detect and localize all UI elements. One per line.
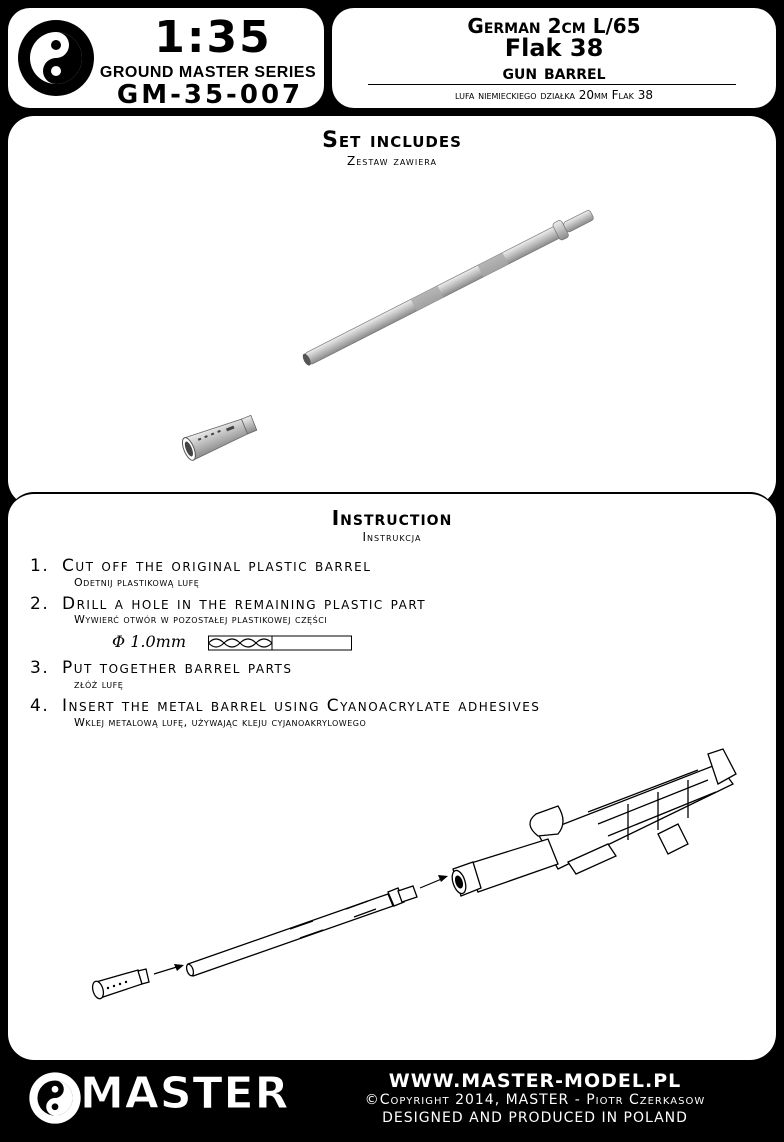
barrel-part-illustration <box>298 182 618 382</box>
step-3 <box>30 658 292 678</box>
step-4 <box>30 696 540 716</box>
flash-hider-illustration <box>176 404 276 464</box>
produced-in-text: DESIGNED AND PRODUCED IN POLAND <box>382 1110 688 1126</box>
instruction-subheading: Instrukcja <box>362 530 422 544</box>
title-line-2: Flak 38 <box>504 34 604 62</box>
step-1-text: Cut off the original plastic barrel <box>62 556 372 576</box>
product-title-box <box>332 8 776 108</box>
product-code: GM-35-007 <box>116 80 304 110</box>
step-3-sub: złóż lufę <box>74 678 124 691</box>
step-1 <box>30 556 371 576</box>
step-4-number: 4. <box>30 696 50 716</box>
master-logo-icon <box>16 14 96 102</box>
step-1-sub: Odetnij plastikową lufę <box>74 576 200 589</box>
step-1-number: 1. <box>30 556 50 576</box>
drill-bit-icon <box>208 632 353 654</box>
drill-size-label: Φ 1.0mm <box>112 632 186 651</box>
series-logo-box <box>8 8 324 108</box>
set-subheading: Zestaw zawiera <box>347 154 437 168</box>
title-polish: lufa niemieckiego działka 20mm Flak 38 <box>455 88 653 102</box>
set-heading: Set includes <box>322 128 462 153</box>
step-3-number: 3. <box>30 658 50 678</box>
series-name: GROUND MASTER SERIES <box>99 64 317 81</box>
assembly-drawing <box>68 744 748 1014</box>
step-4-text: Insert the metal barrel using Cyanoacrylate adhesives <box>62 696 541 716</box>
step-2-text: Drill a hole in the remaining plastic part <box>62 594 427 614</box>
scale-label: 1:35 <box>154 12 272 63</box>
title-line-3: gun barrel <box>502 60 606 84</box>
set-includes-panel <box>8 116 776 506</box>
copyright-text: ©Copyright 2014, MASTER - Piotr Czerkasow <box>364 1092 706 1108</box>
instruction-heading: Instruction <box>331 506 453 530</box>
step-2-number: 2. <box>30 594 50 614</box>
footer-logo-icon <box>28 1068 82 1128</box>
title-divider <box>368 84 736 85</box>
website-link[interactable]: WWW.MASTER-MODEL.PL <box>388 1070 682 1092</box>
step-4-sub: Wklej metalową lufę, używając kleju cyjanoakrylowego <box>74 716 367 729</box>
step-2-sub: Wywierć otwór w pozostałej plastikowej części <box>74 613 328 626</box>
step-2 <box>30 594 426 614</box>
brand-wordmark: MASTER <box>80 1068 290 1119</box>
title-line-1: German 2cm L/65 <box>467 14 641 38</box>
step-3-text: Put together barrel parts <box>62 658 293 678</box>
instruction-panel <box>8 492 776 1060</box>
